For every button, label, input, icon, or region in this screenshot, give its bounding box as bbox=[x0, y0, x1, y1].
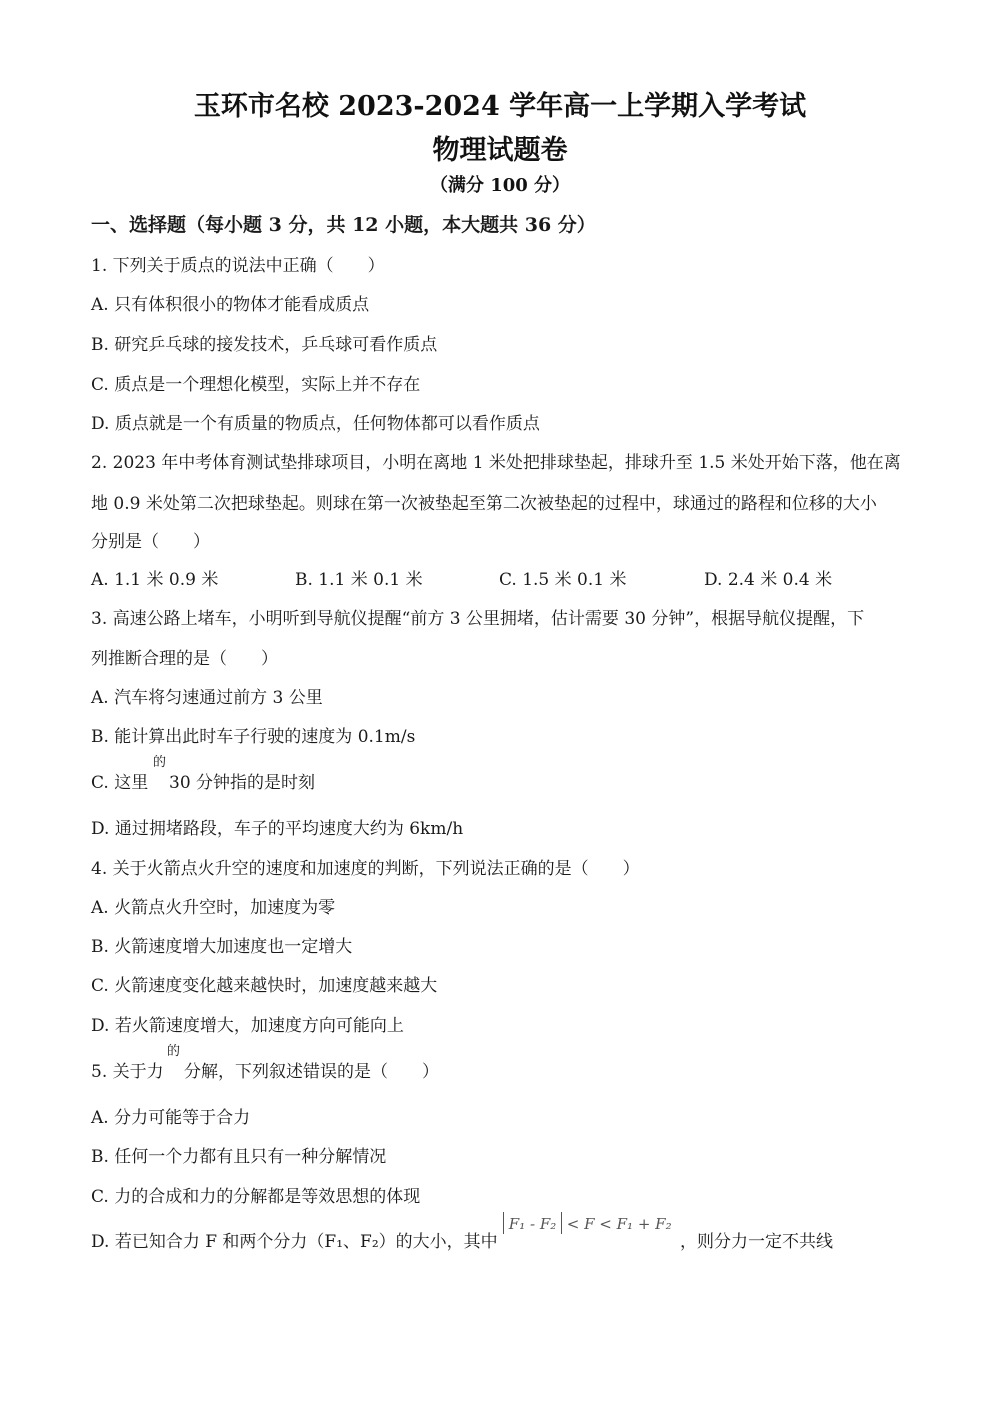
q5-option-d-formula bbox=[503, 1212, 672, 1234]
exam-title: 玉环市名校 2023-2024 学年高一上学期入学考试 bbox=[193, 91, 807, 122]
q3-stem-line2: 列推断合理的是（ ） bbox=[91, 649, 278, 669]
q4-option-d: D. 若火箭速度增大，加速度方向可能向上 bbox=[91, 1016, 404, 1036]
q5-option-b: B. 任何一个力都有且只有一种分解情况 bbox=[91, 1147, 387, 1167]
q3-option-b: B. 能计算出此时车子行驶的速度为 0.1m/s bbox=[91, 727, 416, 747]
q2-option-d: D. 2.4 米 0.4 米 bbox=[704, 570, 833, 590]
q1-option-b: B. 研究乒乓球的接发技术，乒乓球可看作质点 bbox=[91, 335, 438, 355]
q3-option-d: D. 通过拥堵路段，车子的平均速度大约为 6km/h bbox=[91, 819, 464, 839]
q5-option-d-tail: ，则分力一定不共线 bbox=[680, 1232, 833, 1252]
q3-stem-line1: 3. 高速公路上堵车，小明听到导航仪提醒“前方 3 公里拥堵，估计需要 30 分钟”，根据导航仪提醒，下 bbox=[91, 609, 865, 629]
q4-option-b: B. 火箭速度增大加速度也一定增大 bbox=[91, 937, 353, 957]
q2-stem-line2: 地 0.9 米处第二次把球垫起。则球在第一次被垫起至第二次被垫起的过程中，球通过的路程和位移的大小 bbox=[91, 494, 877, 514]
q4-option-c: C. 火箭速度变化越来越快时，加速度越来越大 bbox=[91, 976, 438, 996]
score-note: （满分 100 分） bbox=[429, 175, 571, 196]
exam-subtitle: 物理试题卷 bbox=[432, 135, 568, 166]
q5-stem-part2: 分解，下列叙述错误的是（ ） bbox=[184, 1062, 439, 1082]
q2-option-c: C. 1.5 米 0.1 米 bbox=[499, 570, 627, 590]
q3-option-c-superscript: 的 bbox=[153, 755, 167, 770]
q2-stem-line3: 分别是（ ） bbox=[91, 532, 210, 552]
q3-option-c-part2: 30 分钟指的是时刻 bbox=[169, 773, 316, 793]
q5-stem-superscript: 的 bbox=[167, 1044, 181, 1059]
q1-option-d: D. 质点就是一个有质量的物质点，任何物体都可以看作质点 bbox=[91, 414, 540, 434]
q1-option-c: C. 质点是一个理想化模型，实际上并不存在 bbox=[91, 375, 421, 395]
q4-option-a: A. 火箭点火升空时，加速度为零 bbox=[91, 898, 336, 918]
formula-rest: < F < F₁ + F₂ bbox=[562, 1215, 672, 1233]
q5-stem-part1: 5. 关于力 bbox=[91, 1062, 164, 1082]
q3-option-c-part1: C. 这里 bbox=[91, 773, 149, 793]
q5-option-c: C. 力的合成和力的分解都是等效思想的体现 bbox=[91, 1187, 421, 1207]
formula-f2: F₂ bbox=[539, 1215, 557, 1233]
q4-stem: 4. 关于火箭点火升空的速度和加速度的判断，下列说法正确的是（ ） bbox=[91, 859, 640, 879]
q3-option-a: A. 汽车将匀速通过前方 3 公里 bbox=[91, 688, 323, 708]
abs-bar-left bbox=[503, 1212, 504, 1234]
q5-option-a: A. 分力可能等于合力 bbox=[91, 1108, 251, 1128]
q2-stem-line1: 2. 2023 年中考体育测试垫排球项目，小明在离地 1 米处把排球垫起，排球升至 1.5 米处开始下落，他在离 bbox=[91, 453, 901, 473]
formula-f1: F₁ bbox=[508, 1215, 526, 1233]
formula-minus: - bbox=[525, 1215, 540, 1233]
section-heading: 一、选择题（每小题 3 分，共 12 小题，本大题共 36 分） bbox=[91, 214, 596, 236]
q5-option-d-text: D. 若已知合力 F 和两个分力（F₁、F₂）的大小，其中 bbox=[91, 1232, 498, 1252]
q1-option-a: A. 只有体积很小的物体才能看成质点 bbox=[91, 295, 370, 315]
q1-stem: 1. 下列关于质点的说法中正确（ ） bbox=[91, 256, 385, 276]
q2-option-a: A. 1.1 米 0.9 米 bbox=[91, 570, 219, 590]
q2-option-b: B. 1.1 米 0.1 米 bbox=[295, 570, 423, 590]
